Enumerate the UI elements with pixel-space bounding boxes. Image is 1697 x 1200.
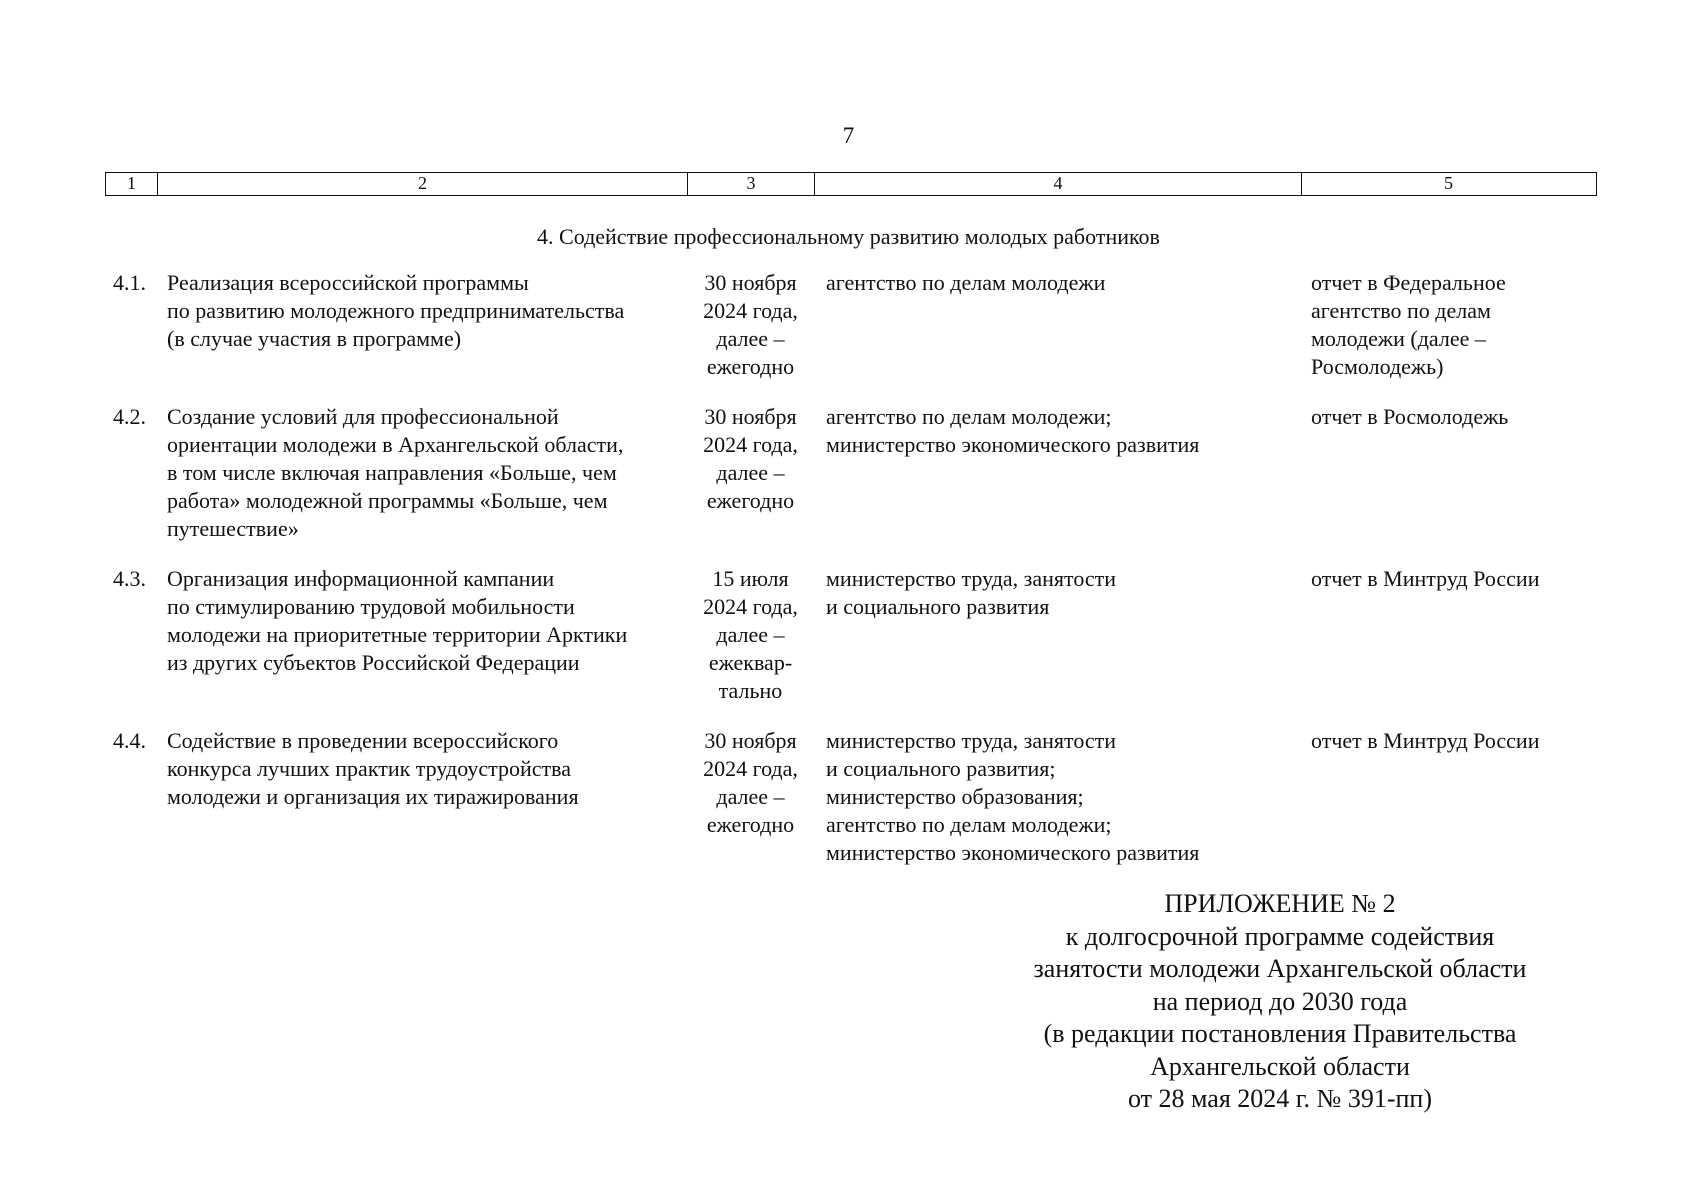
event-description: Содействие в проведении всероссийского конкурса лучших практик трудоустройства молодежи и организация их тиражирования — [167, 728, 579, 809]
section-title: 4. Содействие профессиональному развитию молодых работников — [537, 224, 1160, 249]
expected-result: отчет в Минтруд России — [1311, 728, 1540, 753]
column-number-1: 1 — [106, 173, 158, 195]
row-number: 4.1. — [113, 270, 146, 295]
executors: агентство по делам молодежи — [826, 270, 1106, 295]
appendix-line: от 28 мая 2024 г. № 391-пп) — [1128, 1084, 1432, 1113]
table-row — [105, 727, 1597, 867]
event-description: Создание условий для профессиональной ориентации молодежи в Архангельской области, в том числе включая направления «Больше, чем работа» молодежной программы «Больше, чем путешествие» — [167, 404, 624, 541]
event-description: Реализация всероссийской программы по развитию молодежного предпринимательства (в случае участия в программе) — [167, 270, 625, 351]
row-number: 4.4. — [113, 728, 146, 753]
table-row — [105, 403, 1597, 543]
table-row — [105, 565, 1597, 705]
column-number-3: 3 — [688, 173, 815, 195]
deadline: 15 июля 2024 года, далее – ежеквар- тально — [703, 566, 798, 703]
appendix-line: занятости молодежи Архангельской области — [1033, 954, 1527, 983]
column-number-5: 5 — [1444, 173, 1453, 193]
expected-result: отчет в Минтруд России — [1311, 566, 1540, 591]
column-numbers-header — [105, 172, 1597, 196]
deadline: 30 ноября 2024 года, далее – ежегодно — [703, 728, 798, 837]
table-row — [105, 269, 1597, 381]
event-description: Организация информационной кампании по стимулированию трудовой мобильности молодежи на приоритетные территории Арктики из других субъектов Российской Федерации — [167, 566, 628, 675]
column-number-4: 4 — [815, 173, 1302, 195]
expected-result: отчет в Росмолодежь — [1311, 404, 1509, 429]
executors: министерство труда, занятости и социального развития; министерство образования; агентство по делам молодежи; министерство экономического развития — [826, 728, 1200, 865]
appendix-line: на период до 2030 года — [1152, 986, 1408, 1016]
appendix-heading — [1000, 888, 1560, 1116]
appendix-line: (в редакции постановления Правительства — [1043, 1019, 1517, 1048]
measures-table — [105, 269, 1597, 889]
column-number-2: 2 — [158, 173, 688, 195]
row-number: 4.3. — [113, 566, 146, 591]
row-number: 4.2. — [113, 404, 146, 429]
deadline: 30 ноября 2024 года, далее – ежегодно — [703, 404, 798, 513]
executors: агентство по делам молодежи; министерство экономического развития — [826, 404, 1200, 457]
executors: министерство труда, занятости и социального развития — [826, 566, 1117, 619]
appendix-title: ПРИЛОЖЕНИЕ № 2 — [1164, 889, 1396, 918]
appendix-line: к долгосрочной программе содействия — [1065, 921, 1495, 951]
page-number: 7 — [842, 123, 855, 148]
expected-result: отчет в Федеральное агентство по делам молодежи (далее – Росмолодежь) — [1311, 270, 1506, 379]
appendix-line: Архангельской области — [1150, 1051, 1410, 1081]
deadline: 30 ноября 2024 года, далее – ежегодно — [703, 270, 798, 379]
